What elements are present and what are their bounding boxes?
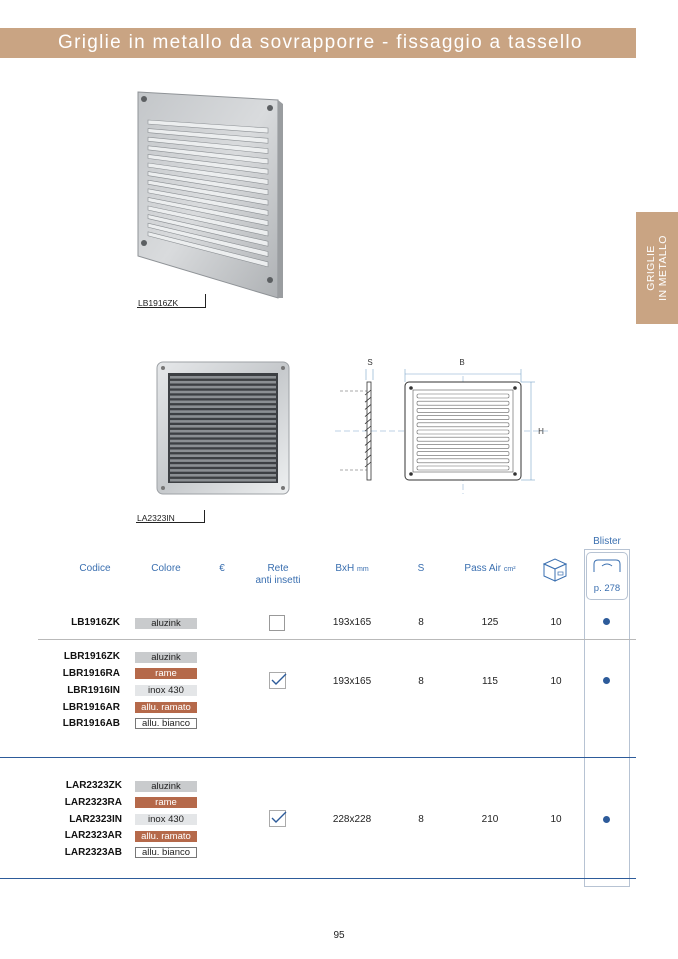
color-chip: aluzink — [135, 652, 197, 663]
product-code: LAR2323AR — [64, 830, 122, 841]
color-chip: allu. ramato — [135, 702, 197, 713]
product-ref-label-2: LA2323IN — [137, 513, 175, 523]
insect-net-check-icon — [269, 810, 288, 827]
page-title: Griglie in metallo da sovrapporre - fissaggio a tassello — [58, 32, 583, 53]
side-tab-label: GRIGLIE IN METALLO — [645, 235, 669, 301]
blister-available-dot — [603, 816, 610, 823]
product-ref-label-1: LB1916ZK — [138, 298, 179, 308]
section-side-tab[interactable] — [636, 212, 678, 324]
dimension-b-label: B — [459, 358, 465, 367]
col-header-rete: Rete anti insetti — [255, 563, 301, 586]
product-code: LBR1916RA — [62, 668, 120, 679]
color-chip: aluzink — [135, 618, 197, 629]
product-code: LBR1916AR — [62, 702, 120, 713]
product-code: LAR2323AB — [64, 847, 122, 858]
blister-page-ref: p. 278 — [593, 583, 621, 594]
col-header-s: S — [417, 563, 425, 574]
col-header-bxh: BxH mm — [335, 563, 369, 574]
dimension-h-label: H — [538, 427, 544, 436]
box-qty-cell: 10 — [550, 617, 562, 628]
product-code: LAR2323ZK — [65, 780, 122, 791]
color-chip: allu. bianco — [135, 847, 197, 858]
row-separator — [38, 639, 636, 640]
technical-drawing — [335, 352, 555, 497]
color-chip: rame — [135, 668, 197, 679]
size-cell: 228x228 — [332, 814, 372, 825]
ref-underline-1 — [137, 307, 205, 308]
color-chip: allu. ramato — [135, 831, 197, 842]
group-separator — [0, 757, 636, 758]
table-bottom-line — [0, 878, 636, 879]
product-code: LBR1916AB — [62, 718, 120, 729]
hanger-icon — [590, 558, 624, 574]
color-chip: inox 430 — [135, 814, 197, 825]
title-banner — [0, 28, 636, 58]
color-chip: allu. bianco — [135, 718, 197, 729]
size-cell: 193x165 — [332, 617, 372, 628]
dimension-s-label: S — [367, 358, 373, 367]
col-header-colore: Colore — [151, 563, 181, 574]
s-cell: 8 — [418, 676, 424, 687]
blister-available-dot — [603, 618, 610, 625]
color-chip: rame — [135, 797, 197, 808]
product-code: LAR2323IN — [69, 814, 122, 825]
insect-net-checkbox-unchecked — [269, 615, 285, 631]
product-code: LBR1916ZK — [63, 651, 120, 662]
color-chip: aluzink — [135, 781, 197, 792]
pass-air-cell: 210 — [481, 814, 499, 825]
col-header-codice: Codice — [79, 563, 111, 574]
blister-header-box — [586, 552, 628, 600]
ref-underline-2 — [136, 522, 204, 523]
col-header-blister: Blister — [593, 536, 621, 547]
size-cell: 193x165 — [332, 676, 372, 687]
s-cell: 8 — [418, 814, 424, 825]
product-photo-la2323in — [156, 361, 290, 495]
col-header-pass-air: Pass Air cm² — [464, 563, 516, 574]
box-qty-cell: 10 — [550, 676, 562, 687]
product-photo-lb1916zk — [130, 86, 285, 302]
product-code: LB1916ZK — [71, 617, 120, 628]
pass-air-cell: 115 — [482, 676, 498, 687]
s-cell: 8 — [418, 617, 424, 628]
box-qty-cell: 10 — [550, 814, 562, 825]
ref-tick-2 — [204, 510, 205, 523]
ref-tick-1 — [205, 294, 206, 308]
insect-net-check-icon — [269, 672, 288, 689]
box-quantity-icon — [541, 557, 569, 583]
blister-available-dot — [603, 677, 610, 684]
color-chip: inox 430 — [135, 685, 197, 696]
pass-air-cell: 125 — [481, 617, 499, 628]
product-code: LAR2323RA — [64, 797, 122, 808]
product-code: LBR1916IN — [67, 685, 120, 696]
page-number: 95 — [333, 930, 345, 941]
col-header-euro: € — [219, 563, 225, 574]
